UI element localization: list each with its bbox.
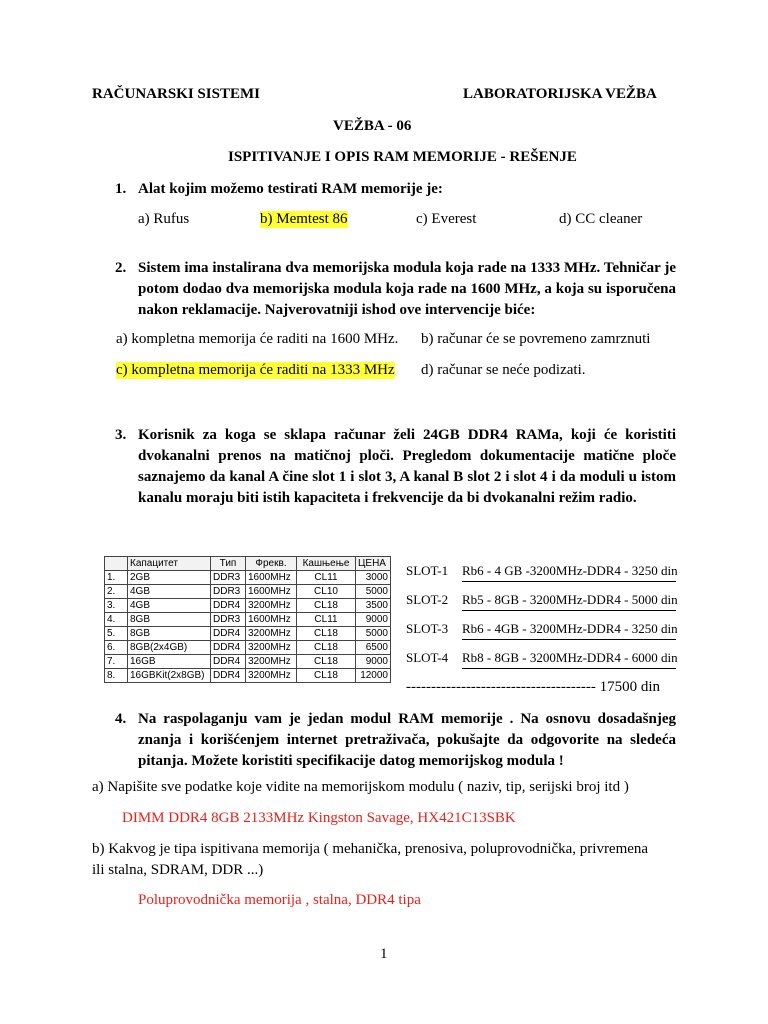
- q4a-answer: DIMM DDR4 8GB 2133MHz Kingston Savage, HX421C13SBK: [122, 810, 516, 826]
- table-cell: CL10: [297, 585, 356, 599]
- table-row: [105, 641, 391, 655]
- q4-text: Na raspolaganju vam je jedan modul RAM memorije . Na osnovu dosadašnjeg znanja i korišćenjem internet pretraživača, pokušajte da odgovorite na sledeća pitanja. Možete koristiti specifikacije datog memorijskog modula !: [138, 711, 676, 769]
- table-cell: 3200MHz: [246, 627, 297, 641]
- table-cell: CL18: [297, 641, 356, 655]
- q1-option-b-correct: b) Memtest 86: [260, 211, 348, 227]
- table-cell: 3200MHz: [246, 655, 297, 669]
- table-cell: 1600MHz: [246, 585, 297, 599]
- table-cell: CL18: [297, 669, 356, 683]
- q2-option-c-correct: c) kompletna memorija će raditi na 1333 MHz: [116, 362, 395, 378]
- slot-4-label: SLOT-4: [406, 650, 449, 665]
- table-header-cell: Капацитет: [128, 557, 211, 571]
- table-header-cell: Кашњење: [297, 557, 356, 571]
- q4b-question-line1: b) Kakvog je tipa ispitivana memorija ( mehanička, prenosiva, poluprovodnička, privremena: [92, 841, 649, 857]
- table-row: [105, 585, 391, 599]
- table-cell: 3200MHz: [246, 641, 297, 655]
- table-cell: 8.: [105, 669, 128, 683]
- table-cell: 5000: [356, 627, 391, 641]
- table-cell: 12000: [356, 669, 391, 683]
- q2-text: Sistem ima instalirana dva memorijska modula koja rade na 1333 MHz. Tehničar je potom dodao dva memorijska modula koja rade na 1600 MHz, a koja su isporučena nakon reklamacije. Najverovatniji ishod ove intervencije biće:: [138, 260, 676, 318]
- q3-number: 3.: [115, 427, 127, 443]
- table-row: [105, 655, 391, 669]
- table-cell: 4GB: [128, 599, 211, 613]
- lab-title: LABORATORIJSKA VEŽBA: [463, 86, 657, 102]
- q2-number: 2.: [115, 260, 127, 276]
- table-cell: 3200MHz: [246, 669, 297, 683]
- table-cell: 16GB: [128, 655, 211, 669]
- course-title: RAČUNARSKI SISTEMI: [92, 86, 260, 102]
- table-cell: CL18: [297, 627, 356, 641]
- table-header-cell: Тип: [211, 557, 246, 571]
- q3-text: Korisnik za koga se sklapa računar želi 24GB DDR4 RAMa, koji će koristiti dvokanalni prenos na matičnoj ploči. Pregledom dokumentacije matične ploče saznajemo da kanal A čine slot 1 i slot 3, A kanal B slot 2 i slot 4 i da moduli u istom kanalu moraju biti istih kapaciteta i frekvencije da bi dvokanalni režim radio.: [138, 427, 676, 506]
- exercise-number: VEŽBA - 06: [333, 118, 412, 134]
- q1-text: Alat kojim možemo testirati RAM memorije je:: [138, 181, 443, 197]
- table-row: [105, 613, 391, 627]
- slot-4-value: Rb8 - 8GB - 3200MHz-DDR4 - 6000 din: [462, 650, 676, 669]
- table-row: [105, 669, 391, 683]
- table-cell: 1600MHz: [246, 571, 297, 585]
- table-cell: 7.: [105, 655, 128, 669]
- table-header-cell: [105, 557, 128, 571]
- table-cell: CL11: [297, 613, 356, 627]
- table-cell: 6500: [356, 641, 391, 655]
- table-cell: DDR4: [211, 655, 246, 669]
- table-row: [105, 571, 391, 585]
- table-cell: 3000: [356, 571, 391, 585]
- table-cell: 9000: [356, 613, 391, 627]
- q1-number: 1.: [115, 181, 127, 197]
- table-cell: 5000: [356, 585, 391, 599]
- table-header-cell: ЦЕНА: [356, 557, 391, 571]
- table-cell: 6.: [105, 641, 128, 655]
- table-cell: 5.: [105, 627, 128, 641]
- slot-3-value: Rb6 - 4GB - 3200MHz-DDR4 - 3250 din: [462, 621, 676, 640]
- slot-3-label: SLOT-3: [406, 621, 449, 636]
- table-cell: 3200MHz: [246, 599, 297, 613]
- table-cell: 2.: [105, 585, 128, 599]
- table-cell: 1600MHz: [246, 613, 297, 627]
- table-cell: DDR4: [211, 627, 246, 641]
- table-cell: 8GB(2x4GB): [128, 641, 211, 655]
- table-cell: 4GB: [128, 585, 211, 599]
- table-cell: DDR3: [211, 571, 246, 585]
- table-cell: 3.: [105, 599, 128, 613]
- table-row: [105, 627, 391, 641]
- q1-option-d: d) CC cleaner: [559, 211, 643, 227]
- ram-spec-table: [104, 556, 391, 683]
- table-cell: 8GB: [128, 613, 211, 627]
- table-cell: 1.: [105, 571, 128, 585]
- table-row: [105, 599, 391, 613]
- page-number: 1: [380, 946, 388, 962]
- q4b-question-line2: ili stalna, SDRAM, DDR ...): [92, 862, 264, 878]
- q4-number: 4.: [115, 711, 127, 727]
- q2-option-d: d) računar se neće podizati.: [421, 362, 586, 378]
- slot-1-label: SLOT-1: [406, 563, 449, 578]
- table-cell: DDR3: [211, 585, 246, 599]
- q1-option-a: a) Rufus: [138, 211, 190, 227]
- table-cell: DDR3: [211, 613, 246, 627]
- q1-option-c: c) Everest: [416, 211, 477, 227]
- table-cell: 2GB: [128, 571, 211, 585]
- slot-2-label: SLOT-2: [406, 592, 449, 607]
- slot-2-value: Rb5 - 8GB - 3200MHz-DDR4 - 5000 din: [462, 592, 676, 611]
- q2-option-a: a) kompletna memorija će raditi na 1600 MHz.: [116, 331, 399, 347]
- table-cell: CL18: [297, 655, 356, 669]
- table-cell: CL11: [297, 571, 356, 585]
- q4b-answer: Poluprovodnička memorija , stalna, DDR4 tipa: [138, 892, 421, 908]
- table-cell: CL18: [297, 599, 356, 613]
- table-header-row: [105, 557, 391, 571]
- table-cell: DDR4: [211, 599, 246, 613]
- table-cell: 4.: [105, 613, 128, 627]
- table-header-cell: Фрекв.: [246, 557, 297, 571]
- slot-1-value: Rb6 - 4 GB -3200MHz-DDR4 - 3250 din: [462, 563, 676, 582]
- table-cell: 3500: [356, 599, 391, 613]
- table-cell: 16GBKit(2x8GB): [128, 669, 211, 683]
- q4a-question: a) Napišite sve podatke koje vidite na memorijskom modulu ( naziv, tip, serijski broj itd ): [92, 779, 629, 795]
- table-cell: DDR4: [211, 669, 246, 683]
- table-cell: DDR4: [211, 641, 246, 655]
- table-cell: 9000: [356, 655, 391, 669]
- document-title: ISPITIVANJE I OPIS RAM MEMORIJE - REŠENJE: [228, 149, 577, 165]
- table-cell: 8GB: [128, 627, 211, 641]
- slots-total: -------------------------------------- 17500 din: [406, 679, 660, 695]
- q2-option-b: b) računar će se povremeno zamrznuti: [421, 331, 651, 347]
